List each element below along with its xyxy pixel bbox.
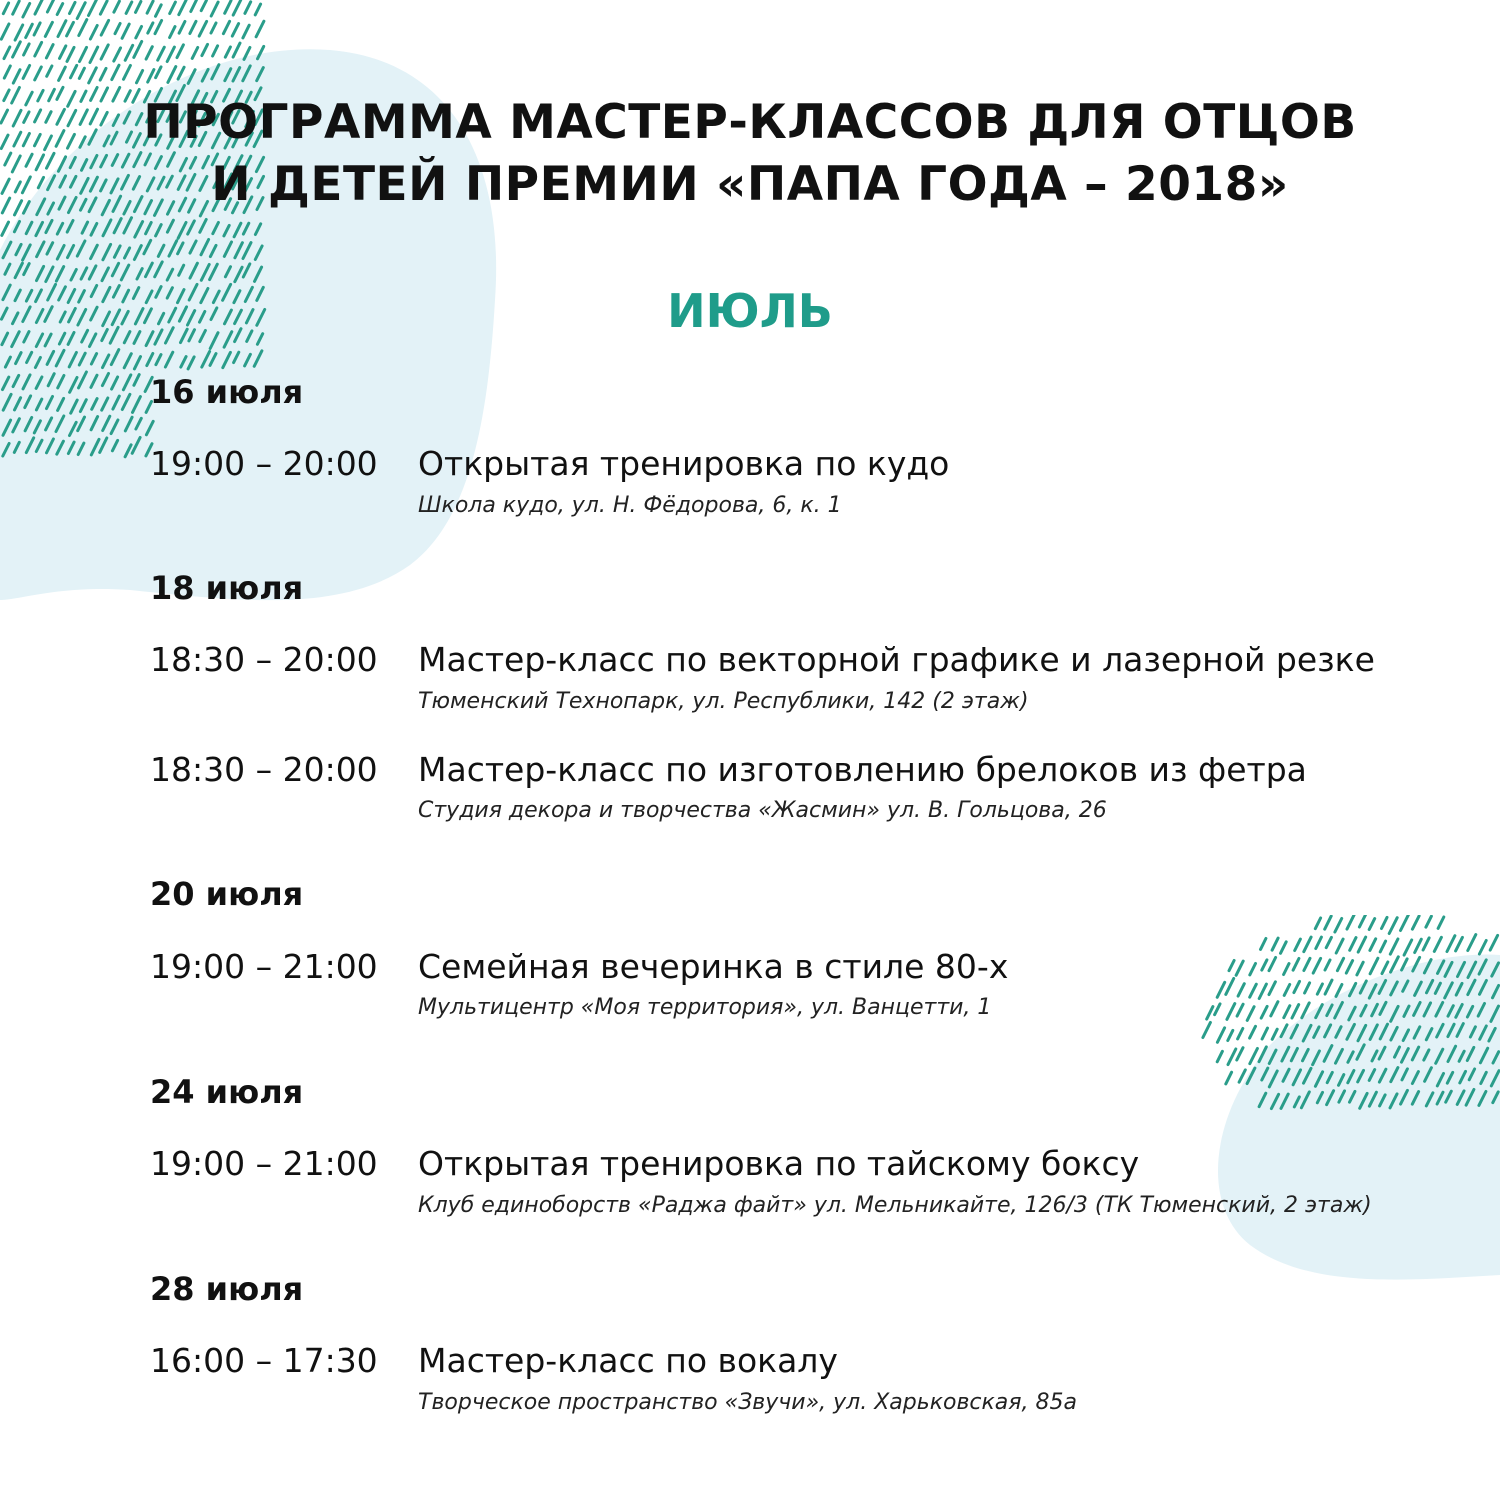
hatch-stroke: [1337, 958, 1343, 970]
hatch-stroke: [80, 47, 87, 61]
hatch-stroke: [57, 4, 63, 15]
hatch-stroke: [148, 23, 153, 33]
hatch-stroke: [1370, 939, 1376, 951]
hatch-stroke: [1203, 1023, 1211, 1038]
page-title-line-1: ПРОГРАММА МАСТЕР-КЛАССОВ ДЛЯ ОТЦОВ: [143, 95, 1357, 150]
hatch-stroke: [101, 45, 108, 59]
hatch-stroke: [1238, 1029, 1243, 1039]
hatch-stroke: [211, 23, 216, 33]
event-time: 18:30 – 20:00: [150, 750, 378, 789]
hatch-stroke: [1247, 1007, 1254, 1021]
hatch-stroke: [45, 22, 52, 36]
hatch-stroke: [225, 1, 231, 14]
hatch-stroke: [211, 2, 218, 16]
hatch-stroke: [1325, 980, 1332, 994]
hatch-stroke: [1238, 984, 1244, 996]
hatch-stroke: [1227, 1004, 1235, 1020]
hatch-stroke: [122, 24, 129, 38]
hatch-stroke: [1250, 1026, 1256, 1038]
hatch-stroke: [168, 67, 176, 83]
hatch-stroke: [58, 21, 66, 37]
hatch-stroke: [1262, 1028, 1267, 1039]
hatch-stroke: [115, 24, 120, 34]
event-time: 18:30 – 20:00: [150, 640, 378, 679]
hatch-stroke: [34, 23, 40, 35]
day-date: 20 июля: [150, 875, 304, 913]
hatch-stroke: [233, 0, 241, 15]
hatch-stroke: [1294, 981, 1300, 992]
hatch-stroke: [1226, 979, 1234, 995]
hatch-stroke: [1237, 1048, 1243, 1060]
event-place: Студия декора и творчества «Жасмин» ул. В. Гольцова, 26: [418, 798, 1107, 823]
day-date: 18 июля: [150, 569, 304, 607]
event-place: Творческое пространство «Звучи», ул. Харьковская, 85а: [418, 1390, 1077, 1415]
hatch-stroke: [201, 0, 206, 10]
hatch-stroke: [170, 2, 176, 13]
hatch-stroke: [1217, 1028, 1224, 1043]
hatch-stroke: [1382, 962, 1388, 974]
hatch-stroke: [1358, 937, 1366, 952]
hatch-stroke: [245, 2, 251, 14]
hatch-stroke: [199, 21, 206, 36]
hatch-stroke: [1404, 940, 1412, 955]
hatch-stroke: [192, 48, 198, 59]
hatch-stroke: [2, 222, 9, 235]
hatch-stroke: [3, 3, 8, 14]
hatch-stroke: [1281, 942, 1287, 954]
hatch-stroke: [23, 4, 30, 18]
hatch-stroke: [1228, 1030, 1233, 1040]
hatch-stroke: [158, 47, 165, 60]
hatch-stroke: [4, 66, 10, 78]
event-title: Мастер-класс по векторной графике и лазерной резке: [418, 640, 1375, 679]
hatch-stroke: [1269, 958, 1276, 971]
hatch-stroke: [178, 67, 184, 79]
hatch-stroke: [147, 1, 153, 13]
hatch-stroke: [1389, 918, 1397, 934]
hatch-stroke: [1401, 915, 1409, 931]
event-place: Школа кудо, ул. Н. Фёдорова, 6, к. 1: [418, 493, 842, 518]
hatch-stroke: [1250, 964, 1256, 975]
event-time: 16:00 – 17:30: [150, 1341, 378, 1380]
event-time: 19:00 – 20:00: [150, 444, 378, 483]
hatch-stroke: [59, 67, 66, 80]
hatch-stroke: [1269, 982, 1275, 995]
hatch-stroke: [13, 1, 20, 14]
hatch-stroke: [1226, 1072, 1232, 1084]
hatch-stroke: [4, 47, 10, 59]
hatch-stroke: [191, 0, 197, 11]
hatch-stroke: [177, 45, 183, 58]
hatch-stroke: [124, 66, 131, 80]
hatch-stroke: [148, 70, 154, 83]
hatch-stroke: [1359, 915, 1366, 927]
hatch-stroke: [1217, 982, 1225, 997]
hatch-stroke: [233, 43, 240, 57]
hatch-stroke: [1335, 919, 1342, 933]
hatch-stroke: [47, 0, 54, 12]
hatch-stroke: [1236, 961, 1243, 975]
hatch-stroke: [1317, 984, 1322, 994]
hatch-stroke: [1350, 938, 1356, 951]
event-time: 19:00 – 21:00: [150, 1144, 378, 1183]
hatch-stroke: [1479, 941, 1486, 955]
hatch-stroke: [223, 21, 229, 33]
hatch-stroke: [1304, 958, 1310, 970]
hatch-stroke: [179, 0, 186, 15]
event-title: Семейная вечеринка в стиле 80-х: [418, 947, 1009, 986]
hatch-stroke: [114, 48, 121, 61]
hatch-stroke: [1423, 938, 1429, 950]
decorative-blob-bottom-right: [1180, 915, 1500, 1295]
hatch-stroke: [243, 25, 249, 38]
hatch-stroke: [1250, 984, 1257, 997]
hatch-stroke: [1315, 918, 1320, 929]
hatch-stroke: [77, 3, 85, 19]
hatch-stroke: [1347, 915, 1354, 929]
hatch-stroke: [35, 67, 42, 80]
hatch-stroke: [13, 70, 20, 83]
hatch-stroke: [35, 0, 42, 14]
hatch-stroke: [79, 68, 84, 78]
day-date: 28 июля: [150, 1270, 304, 1308]
hatch-stroke: [1390, 939, 1398, 954]
hatch-stroke: [190, 21, 196, 33]
hatch-stroke: [1261, 1006, 1267, 1018]
hatch-stroke: [1272, 1029, 1277, 1039]
hatch-stroke: [1415, 939, 1422, 952]
hatch-stroke: [167, 47, 174, 61]
hatch-stroke: [1272, 938, 1278, 950]
hatch-stroke: [26, 24, 33, 37]
hatch-stroke: [60, 46, 66, 59]
hatch-stroke: [1313, 958, 1320, 973]
event-title: Открытая тренировка по кудо: [418, 444, 950, 483]
hatch-stroke: [170, 27, 175, 38]
hatch-stroke: [134, 42, 142, 58]
hatch-stroke: [1391, 957, 1399, 972]
hatch-stroke: [89, 68, 97, 83]
hatch-stroke: [90, 47, 98, 62]
hatch-stroke: [155, 21, 162, 34]
hatch-stroke: [146, 47, 152, 59]
hatch-stroke: [1304, 937, 1311, 952]
hatch-stroke: [1336, 939, 1343, 953]
hatch-stroke: [213, 46, 218, 56]
hatch-stroke: [46, 45, 53, 58]
hatch-stroke: [202, 44, 208, 55]
hatch-stroke: [1261, 939, 1266, 950]
hatch-stroke: [1284, 1006, 1290, 1018]
hatch-stroke: [71, 65, 77, 77]
event-place: Тюменский Технопарк, ул. Республики, 142 (2 этаж): [418, 689, 1029, 714]
hatch-stroke: [67, 22, 74, 36]
hatch-stroke: [1325, 916, 1332, 929]
hatch-stroke: [89, 0, 97, 15]
hatch-stroke: [1447, 936, 1455, 952]
hatch-stroke: [114, 1, 120, 12]
hatch-stroke: [1370, 958, 1378, 974]
hatch-stroke: [256, 21, 264, 37]
hatch-stroke: [1357, 962, 1363, 975]
hatch-stroke: [232, 24, 238, 36]
month-heading: ИЮЛЬ: [667, 284, 833, 338]
hatch-stroke: [1382, 917, 1388, 928]
hatch-stroke: [70, 2, 76, 13]
hatch-stroke: [1215, 1004, 1220, 1015]
hatch-stroke: [35, 42, 42, 56]
hatch-stroke: [1262, 960, 1267, 970]
hatch-stroke: [101, 20, 108, 35]
hatch-stroke: [100, 1, 107, 14]
hatch-stroke: [225, 47, 230, 57]
hatch-stroke: [137, 71, 143, 83]
hatch-stroke: [67, 47, 74, 61]
event-title: Мастер-класс по вокалу: [418, 1341, 838, 1380]
hatch-stroke: [1380, 941, 1385, 952]
hatch-stroke: [1346, 961, 1352, 974]
event-title: Мастер-класс по изготовлению брелоков из фетра: [418, 750, 1307, 789]
hatch-stroke: [1412, 916, 1419, 929]
hatch-stroke: [1271, 1002, 1278, 1016]
hatch-stroke: [1369, 919, 1375, 930]
hatch-stroke: [112, 65, 119, 79]
hatch-stroke: [1237, 1004, 1243, 1016]
hatch-stroke: [24, 44, 30, 55]
page-title: [0, 92, 1500, 216]
hatch-stroke: [23, 66, 30, 79]
hatch-stroke: [1295, 939, 1301, 950]
hatch-stroke: [1438, 917, 1444, 928]
hatch-stroke: [13, 42, 21, 57]
hatch-stroke: [1325, 960, 1330, 970]
hatch-stroke: [1284, 985, 1290, 996]
hatch-stroke: [255, 4, 260, 15]
hatch-stroke: [1250, 1049, 1258, 1064]
hatch-stroke: [1316, 937, 1322, 948]
event-place: Мультицентр «Моя территория», ул. Ванцетти, 1: [418, 995, 992, 1020]
hatch-stroke: [125, 45, 133, 60]
page-title-line-2: И ДЕТЕЙ ПРЕМИИ «ПАПА ГОДА – 2018»: [211, 157, 1289, 212]
hatch-stroke: [1207, 1007, 1213, 1020]
hatch-stroke: [1284, 964, 1289, 975]
hatch-stroke: [47, 66, 52, 76]
hatch-stroke: [1292, 1005, 1299, 1018]
hatch-stroke: [126, 2, 132, 13]
hatch-stroke: [1490, 935, 1497, 950]
hatch-stroke: [15, 25, 23, 40]
hatch-stroke: [1217, 1051, 1222, 1062]
hatch-stroke: [1, 24, 9, 39]
event-place: Клуб единоборств «Раджа файт» ул. Мельникайте, 126/3 (ТК Тюменский, 2 этаж): [418, 1193, 1372, 1218]
hatch-stroke: [1228, 1049, 1236, 1065]
hatch-stroke: [1468, 935, 1476, 951]
event-time: 19:00 – 21:00: [150, 947, 378, 986]
hatch-stroke: [90, 26, 97, 40]
day-date: 24 июля: [150, 1073, 304, 1111]
hatch-stroke: [1426, 916, 1432, 927]
hatch-stroke: [179, 22, 185, 34]
hatch-stroke: [1259, 984, 1266, 998]
hatch-stroke: [156, 67, 161, 78]
hatch-stroke: [100, 68, 106, 80]
hatch-stroke: [1229, 961, 1234, 971]
hatch-stroke: [1239, 1070, 1245, 1082]
hatch-stroke: [156, 5, 162, 16]
hatch-stroke: [1456, 937, 1463, 951]
event-title: Открытая тренировка по тайскому боксу: [418, 1144, 1140, 1183]
hatch-stroke: [136, 27, 142, 38]
hatch-stroke: [1305, 983, 1310, 993]
hatch-stroke: [1293, 959, 1299, 971]
hatch-stroke: [1434, 937, 1441, 951]
hatch-stroke: [79, 20, 87, 36]
hatch-stroke: [1326, 937, 1331, 947]
day-date: 16 июля: [150, 373, 304, 411]
hatch-stroke: [136, 2, 141, 13]
